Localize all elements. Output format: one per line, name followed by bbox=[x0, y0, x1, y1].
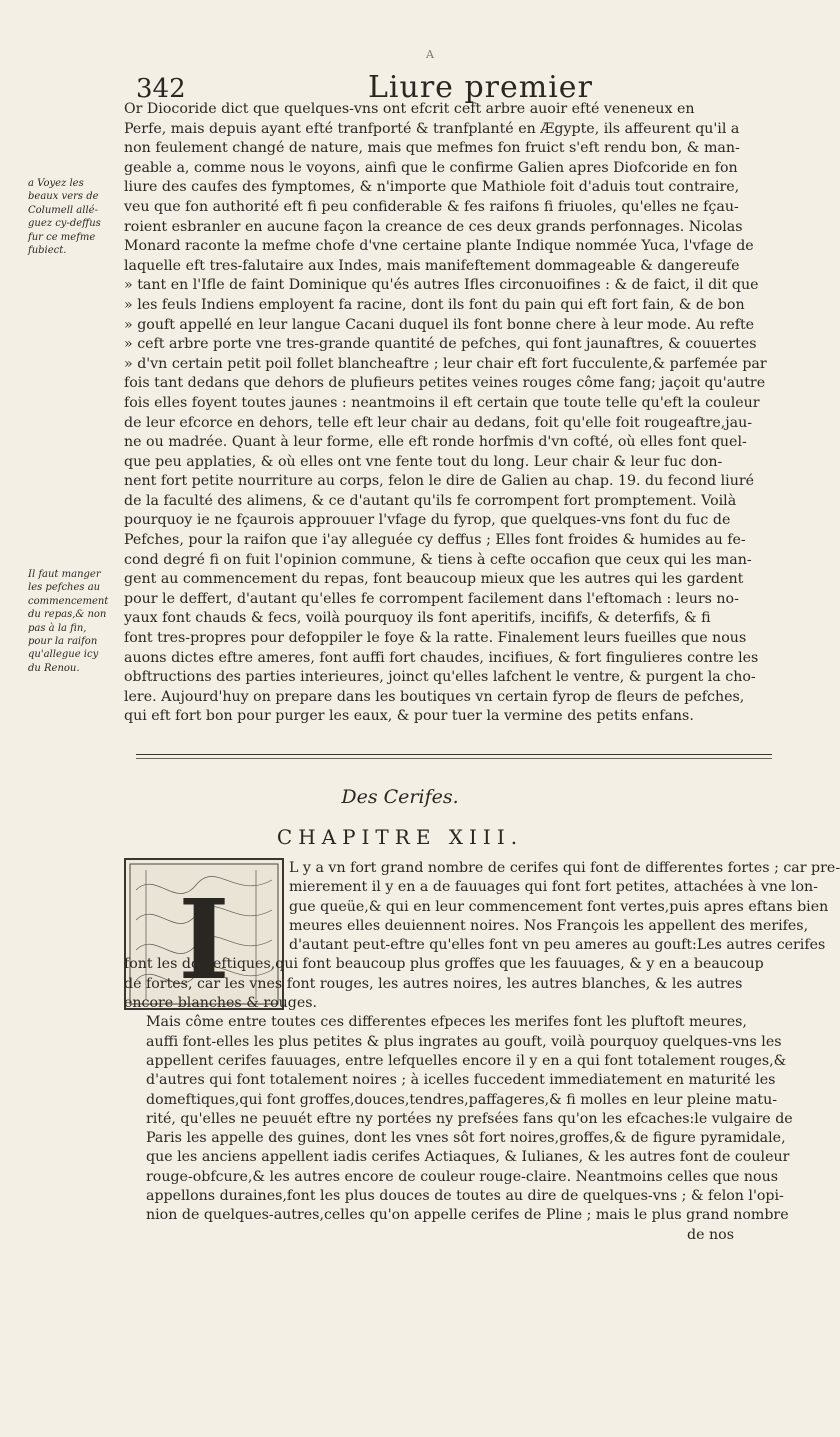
drop-cap-letter: I bbox=[178, 875, 230, 1004]
text-line: nent fort petite nourriture au corps, felon le dire de Galien au chap. 19. du fecond liuré bbox=[124, 473, 755, 490]
text-line: nion de quelques-autres,celles qu'on appelle cerifes de Pline ; mais le plus grand nombre bbox=[146, 1207, 789, 1224]
margin-note-repas bbox=[28, 568, 122, 675]
text-line: du repas,& non bbox=[28, 609, 107, 621]
cherries-text bbox=[124, 859, 840, 1245]
text-line: encore blanches & rouges. bbox=[124, 995, 318, 1012]
peaches-text bbox=[124, 100, 767, 727]
text-line: pour la raifon bbox=[28, 635, 98, 647]
text-line: gent au commencement du repas, font beaucoup mieux que les autres qui les gardent bbox=[124, 571, 744, 588]
text-line: qui eft fort bon pour purger les eaux, & pour tuer la vermine des petits enfans. bbox=[124, 708, 694, 725]
text-line: font les domeftiques,qui font beaucoup plus groffes que les fauuages, & y en a beaucoup bbox=[124, 956, 764, 973]
text-line: » gouft appellé en leur langue Cacani duquel ils font bonne chere à leur mode. Au refte bbox=[124, 316, 755, 333]
paragraph-one-end bbox=[124, 955, 774, 1013]
text-line: Pefches, pour la raifon que i'ay alleguée cy deffus ; Elles font froides & humides au fe- bbox=[124, 532, 746, 549]
text-line: que peu applaties, & où elles ont vne fente tout du long. Leur chair & leur fuc don- bbox=[124, 453, 723, 470]
text-line: liure des caufes des fymptomes, & n'importe que Mathiole foit d'aduis tout contraire, bbox=[124, 179, 740, 196]
text-line: roient esbranler en aucune façon la creance de ces deux grands perfonnages. Nicolas bbox=[124, 218, 743, 235]
text-line: rité, qu'elles ne peuuét eftre ny portées ny prefsées fans qu'on les efcaches:le vulgaire de bbox=[146, 1110, 793, 1127]
text-line: Il faut manger bbox=[28, 569, 101, 580]
section-rule-thin bbox=[136, 758, 772, 759]
text-line: » les feuls Indiens employent fa racine, dont ils font du pain qui eft fort fain, & de bon bbox=[124, 296, 745, 313]
text-line: les pefches au bbox=[28, 582, 101, 594]
text-line: d'autant peut-eftre qu'elles font vn peu ameres au gouft:Les autres cerifes bbox=[289, 937, 826, 954]
text-line: » tant en l'Ifle de faint Dominique qu'és autres Ifles circonuoifines : & de faict, il dit que bbox=[124, 277, 759, 294]
text-line: obftructions des parties interieures, joinct qu'elles lafchent le ventre, & purgent la cho- bbox=[124, 669, 756, 686]
text-line: de fortes, car les vnes font rouges, les autres noires, les autres blanches, & les autres bbox=[124, 975, 743, 992]
text-line: qu'allegue icy bbox=[28, 649, 99, 661]
text-line: a Voyez les bbox=[28, 178, 84, 189]
text-line: geable a, comme nous le voyons, ainfi que le confirme Galien apres Diofcoride en fon bbox=[124, 159, 738, 176]
text-line: d'autres qui font totalement noires ; à icelles fuccedent immediatement en maturité les bbox=[146, 1072, 776, 1089]
text-line: fois tant dedans que dehors de plufieurs petites veines rouges côme fang; jaçoit qu'autre bbox=[124, 375, 766, 392]
text-line: Or Diocoride dict que quelques-vns ont efcrit ceft arbre auoir efté veneneux en bbox=[124, 101, 695, 117]
text-line: L y a vn fort grand nombre de cerifes qui font de differentes fortes ; car pre- bbox=[289, 860, 840, 876]
paragraph-two bbox=[124, 1013, 793, 1225]
text-line: Paris les appelle des guines, dont les vnes sôt fort noires,groffes,& de figure pyramidale, bbox=[146, 1130, 786, 1147]
text-line: Columell allé- bbox=[28, 204, 98, 216]
text-line: fubiect. bbox=[28, 244, 67, 256]
text-line: du Renou. bbox=[28, 662, 80, 674]
text-line: veu que fon authorité eft fi peu confiderable & fes raifons fi friuoles, qu'elles ne fçau- bbox=[124, 198, 739, 215]
page-number: 342 bbox=[136, 74, 186, 104]
text-line: beaux vers de bbox=[28, 191, 99, 203]
catchword: de nos bbox=[687, 1226, 734, 1243]
text-line: laquelle eft tres-falutaire aux Indes, mais manifeftement dommageable & dangereufe bbox=[124, 257, 740, 274]
text-line: pour le deffert, d'autant qu'elles fe corrompent facilement dans l'eftomach : leurs no- bbox=[124, 590, 739, 607]
text-line: de leur efcorce en dehors, telle eft leur chair au dedans, foit qu'elle foit rougeaftre,jau- bbox=[124, 414, 753, 431]
text-line: auffi font-elles les plus petites & plus ingrates au gouft, voilà pourquoy quelques-vns les bbox=[146, 1033, 782, 1050]
margin-note-columell bbox=[28, 177, 122, 257]
text-line: appellent cerifes fauuages, entre lefquelles encore il y en a qui font totalement rouges,& bbox=[146, 1052, 787, 1069]
text-line: pas à la fin, bbox=[28, 622, 87, 634]
text-line: » ceft arbre porte vne tres-grande quantité de pefches, qui font jaunaftres, & couuertes bbox=[124, 336, 757, 353]
text-line: domeftiques,qui font groffes,douces,tendres,paffageres,& fi molles en leur pleine matu- bbox=[146, 1091, 778, 1108]
text-line: non feulement changé de nature, mais que mefmes fon fruict s'eft rendu bon, & man- bbox=[124, 140, 740, 157]
text-line: cond degré fi on fuit l'opinion commune, & tiens à cefte occafion que ceux qui les man- bbox=[124, 551, 752, 568]
text-line: commencement bbox=[28, 595, 109, 607]
running-head: Liure premier bbox=[368, 70, 593, 105]
text-line: appellons duraines,font les plus douces de toutes au dire de quelques-vns ; & felon l'opi- bbox=[146, 1188, 784, 1205]
text-line: fois elles foyent toutes jaunes : neantmoins il eft certain que toute telle qu'eft la couleur bbox=[124, 394, 760, 411]
section-title: Des Cerifes. bbox=[341, 786, 459, 808]
section-rule bbox=[136, 754, 772, 755]
text-line: gue queüe,& qui en leur commencement font vertes,puis apres eftans bien bbox=[289, 898, 829, 915]
text-line: lere. Aujourd'huy on prepare dans les boutiques vn certain fyrop de fleurs de pefches, bbox=[124, 688, 745, 705]
top-mark: A bbox=[426, 48, 434, 61]
drop-cap-lines bbox=[124, 859, 840, 955]
text-line: font tres-propres pour defoppiler le foye & la ratte. Finalement leurs fueilles que nous bbox=[124, 630, 747, 647]
text-line: guez cy-deffus bbox=[28, 218, 101, 230]
text-line: » d'vn certain petit poil follet blancheaftre ; leur chair eft fort fucculente,& parfemée par bbox=[124, 355, 767, 372]
text-line: Mais côme entre toutes ces differentes efpeces les merifes font les pluftoft meures, bbox=[146, 1014, 747, 1031]
text-line: yaux font chauds & fecs, voilà pourquoy ils font aperitifs, incififs, & deterfifs, & fi bbox=[124, 610, 711, 627]
text-line: que les anciens appellent iadis cerifes Actiaques, & Iulianes, & les autres font de couleur bbox=[146, 1149, 790, 1166]
text-line: rouge-obfcure,& les autres encore de couleur rouge-claire. Neantmoins celles que nous bbox=[146, 1168, 778, 1185]
text-line: ne ou madrée. Quant à leur forme, elle eft ronde horfmis d'vn cofté, où elles font quel- bbox=[124, 434, 747, 451]
text-line: mierement il y en a de fauuages qui font fort petites, attachées à vne lon- bbox=[289, 879, 818, 896]
text-line: pourquoy ie ne fçaurois approuuer l'vfage du fyrop, que quelques-vns font du fuc de bbox=[124, 512, 731, 529]
text-line: fur ce mefme bbox=[28, 231, 96, 243]
chapter-heading: CHAPITRE XIII. bbox=[276, 825, 524, 849]
text-line: auons dictes eftre ameres, font auffi fort chaudes, incifiues, & fort fingulieres contre les bbox=[124, 649, 759, 666]
text-line: meures elles deuiennent noires. Nos François les appellent des merifes, bbox=[289, 917, 809, 934]
text-line: Monard raconte la mefme chofe d'vne certaine plante Indique nommée Yuca, l'vfage de bbox=[124, 238, 754, 255]
text-line: de la faculté des alimens, & ce d'autant qu'ils fe corrompent fort promptement. Voilà bbox=[124, 492, 737, 509]
text-line: Perfe, mais depuis ayant efté tranfporté & tranfplanté en Ægypte, ils affeurent qu'il a bbox=[124, 120, 740, 137]
